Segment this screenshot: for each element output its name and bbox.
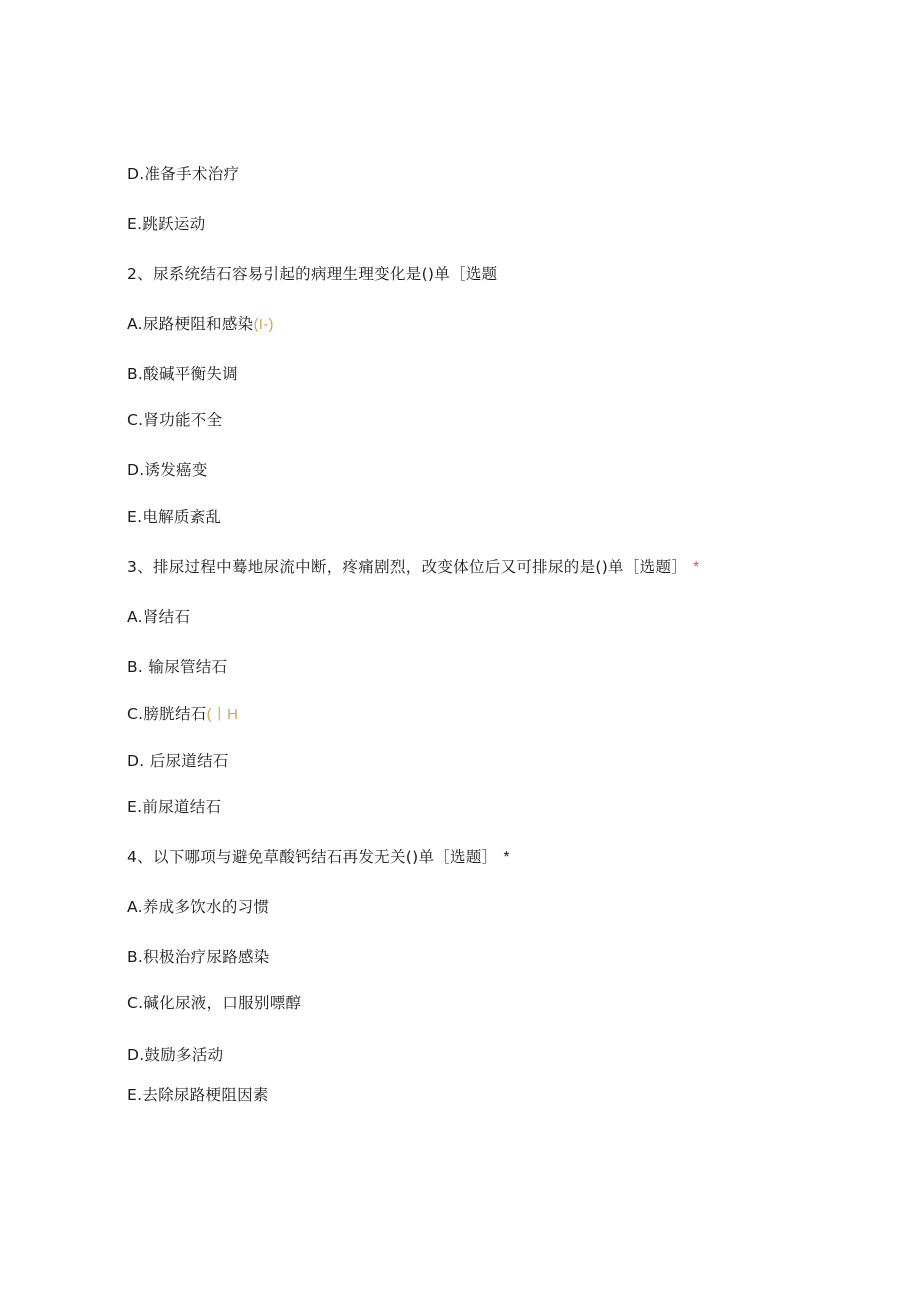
question-text: 3、排尿过程中蓦地尿流中断，疼痛剧烈，改变体位后又可排尿的是()单［选题］ bbox=[127, 558, 688, 576]
option-line bbox=[127, 1045, 223, 1065]
option-line bbox=[127, 607, 190, 627]
option-text: A.肾结石 bbox=[127, 608, 191, 626]
option-text: B.积极治疗尿路感染 bbox=[127, 948, 270, 966]
option-line bbox=[127, 897, 269, 917]
question-text: 4、以下哪项与避免草酸钙结石再发无关()单［选题］ bbox=[127, 848, 498, 866]
question-line bbox=[127, 264, 497, 284]
option-text: C.膀胱结石 bbox=[127, 705, 207, 723]
option-text: A.养成多饮水的习惯 bbox=[127, 898, 270, 916]
option-text: C.碱化尿液，口服别嘌醇 bbox=[127, 994, 302, 1012]
option-line bbox=[127, 657, 227, 677]
option-text: D.鼓励多活动 bbox=[127, 1046, 224, 1064]
option-text: B.酸碱平衡失调 bbox=[127, 365, 238, 383]
required-star: * bbox=[503, 849, 510, 866]
option-line bbox=[127, 751, 229, 771]
question-line bbox=[127, 847, 510, 868]
option-text: C.肾功能不全 bbox=[127, 411, 223, 429]
required-star: * bbox=[693, 559, 700, 576]
option-line bbox=[127, 947, 270, 967]
option-text: D. 后尿道结石 bbox=[127, 752, 229, 770]
option-line bbox=[127, 314, 274, 335]
option-text: D.诱发癌变 bbox=[127, 461, 208, 479]
option-text: B. 输尿管结石 bbox=[127, 658, 228, 676]
answer-mark: (I-) bbox=[253, 316, 274, 333]
option-line bbox=[127, 164, 239, 184]
option-line bbox=[127, 460, 208, 480]
option-line bbox=[127, 797, 221, 817]
option-line bbox=[127, 214, 206, 234]
option-line bbox=[127, 993, 301, 1013]
option-line bbox=[127, 507, 221, 527]
option-text: E.去除尿路梗阻因素 bbox=[127, 1086, 269, 1104]
option-text: D.准备手术治疗 bbox=[127, 165, 240, 183]
answer-mark: (丨H bbox=[206, 706, 239, 723]
option-line bbox=[127, 410, 222, 430]
option-text: E.前尿道结石 bbox=[127, 798, 222, 816]
option-line bbox=[127, 704, 238, 725]
option-text: E.电解质紊乱 bbox=[127, 508, 222, 526]
question-line bbox=[127, 557, 699, 578]
option-line bbox=[127, 1085, 269, 1105]
question-text: 2、尿系统结石容易引起的病理生理变化是()单［选题 bbox=[127, 265, 498, 283]
option-line bbox=[127, 364, 238, 384]
option-text: A.尿路梗阻和感染 bbox=[127, 315, 254, 333]
option-text: E.跳跃运动 bbox=[127, 215, 206, 233]
